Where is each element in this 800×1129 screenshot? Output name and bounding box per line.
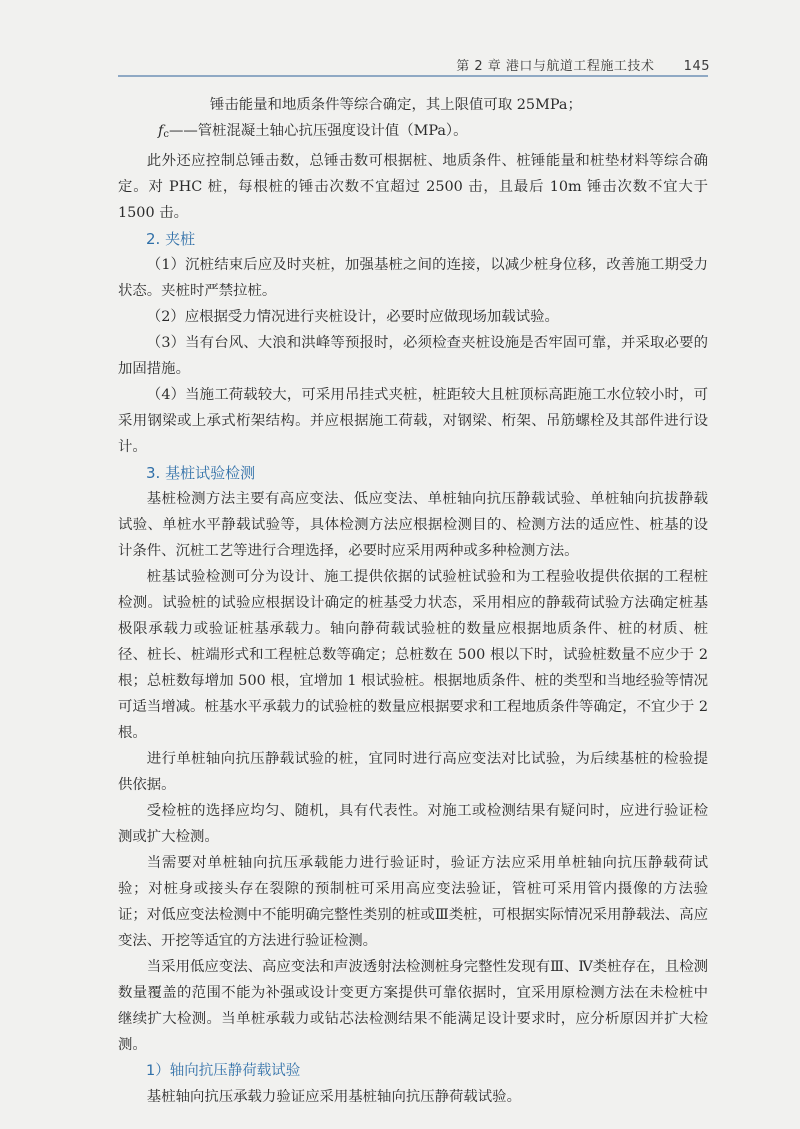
- jiazhuang-item-1: （1）沉桩结束后应及时夹桩，加强基桩之间的连接，以减少桩身位移，改善施工期受力状态。夹桩时严禁拉桩。: [118, 257, 708, 299]
- zhouxiang-paragraph-1: 基桩轴向抗压承载力验证应采用基桩轴向抗压静荷载试验。: [146, 1089, 521, 1105]
- section-heading-jiazhuang: 2. 夹桩: [146, 230, 196, 248]
- jiance-paragraph-1: 基桩检测方法主要有高应变法、低应变法、单桩轴向抗压静载试验、单桩轴向抗拔静载试验、单桩水平静载试验等，具体检测方法应根据检测目的、检测方法的适应性、桩基的设计条件、沉桩工艺等进行合理选择，必要时应采用两种或多种检测方法。: [118, 491, 708, 559]
- header-rule: [118, 75, 708, 77]
- page-number: 145: [683, 59, 710, 74]
- jiazhuang-item-2: （2）应根据受力情况进行夹桩设计，必要时应做现场加载试验。: [146, 309, 559, 325]
- page-header: [0, 0, 800, 78]
- jiance-paragraph-2: 桩基试验检测可分为设计、施工提供依据的试验桩试验和为工程验收提供依据的工程桩检测。试验桩的试验应根据设计确定的桩基受力状态，采用相应的静载荷试验方法确定桩基极限承载力或验证桩基承载力。轴向静荷载试验桩的数量应根据地质条件、桩的材质、桩径、桩长、桩端形式和工程桩总数等确定；总桩数在 500 根以下时，试验桩数量不应少于 2 根；总桩数每增加 500 根，宜增加 1 根试验桩。根据地质条件、桩的类型和当地经验等情况可适当增减。桩基水平承载力的试验桩的数量应根据要求和工程地质条件等确定，不宜少于 2 根。: [118, 569, 708, 741]
- jiazhuang-item-4: （4）当施工荷载较大，可采用吊挂式夹桩，桩距较大且桩顶标高距施工水位较小时，可采用钢梁或上承式桁架结构。并应根据施工荷载，对钢梁、桁架、吊筋螺栓及其部件进行设计。: [118, 387, 708, 455]
- chapter-title-text: 第 2 章 港口与航道工程施工技术: [456, 59, 655, 74]
- formula-note-1: 锤击能量和地质条件等综合确定，其上限值可取 25MPa；: [210, 97, 582, 113]
- jiance-paragraph-6: 当采用低应变法、高应变法和声波透射法检测桩身完整性发现有Ⅲ、Ⅳ类桩存在，且检测数量覆盖的范围不能为补强或设计变更方案提供可靠依据时，宜采用原检测方法在未检桩中继续扩大检测。当单桩承载力或钻芯法检测结果不能满足设计要求时，应分析原因并扩大检测。: [118, 959, 708, 1053]
- formula-note-2-text: ——管桩混凝土轴心抗压强度设计值（MPa）。: [168, 123, 468, 139]
- symbol-f: f: [158, 123, 164, 139]
- page-body: [118, 92, 708, 1110]
- formula-note-2: [118, 118, 708, 148]
- jiance-paragraph-4: 受检桩的选择应均匀、随机，具有代表性。对施工或检测结果有疑问时，应进行验证检测或扩大检测。: [118, 803, 708, 845]
- jiance-paragraph-3: 进行单桩轴向抗压静载试验的桩，宜同时进行高应变法对比试验，为后续基桩的检验提供依据。: [118, 751, 708, 793]
- subsection-heading-zhouxiang: 1）轴向抗压静荷载试验: [146, 1063, 301, 1079]
- symbol-sub-c: c: [163, 129, 169, 140]
- paragraph-hammer-count: 此外还应控制总锤击数，总锤击数可根据桩、地质条件、桩锤能量和桩垫材料等综合确定。对 PHC 桩，每根桩的锤击次数不宜超过 2500 击，且最后 10m 锤击次数不宜大于 1500 击。: [118, 153, 708, 221]
- jiance-paragraph-5: 当需要对单桩轴向抗压承载能力进行验证时，验证方法应采用单桩轴向抗压静载荷试验；对桩身或接头存在裂隙的预制桩可采用高应变法验证，管桩可采用管内摄像的方法验证；对低应变法检测中不能明确完整性类别的桩或Ⅲ类桩，可根据实际情况采用静载法、高应变法、开挖等适宜的方法进行验证检测。: [118, 855, 708, 949]
- jiazhuang-item-3: （3）当有台风、大浪和洪峰等预报时，必须检查夹桩设施是否牢固可靠，并采取必要的加固措施。: [118, 335, 708, 377]
- section-heading-jiance: 3. 基桩试验检测: [146, 464, 256, 482]
- chapter-title: [456, 55, 710, 74]
